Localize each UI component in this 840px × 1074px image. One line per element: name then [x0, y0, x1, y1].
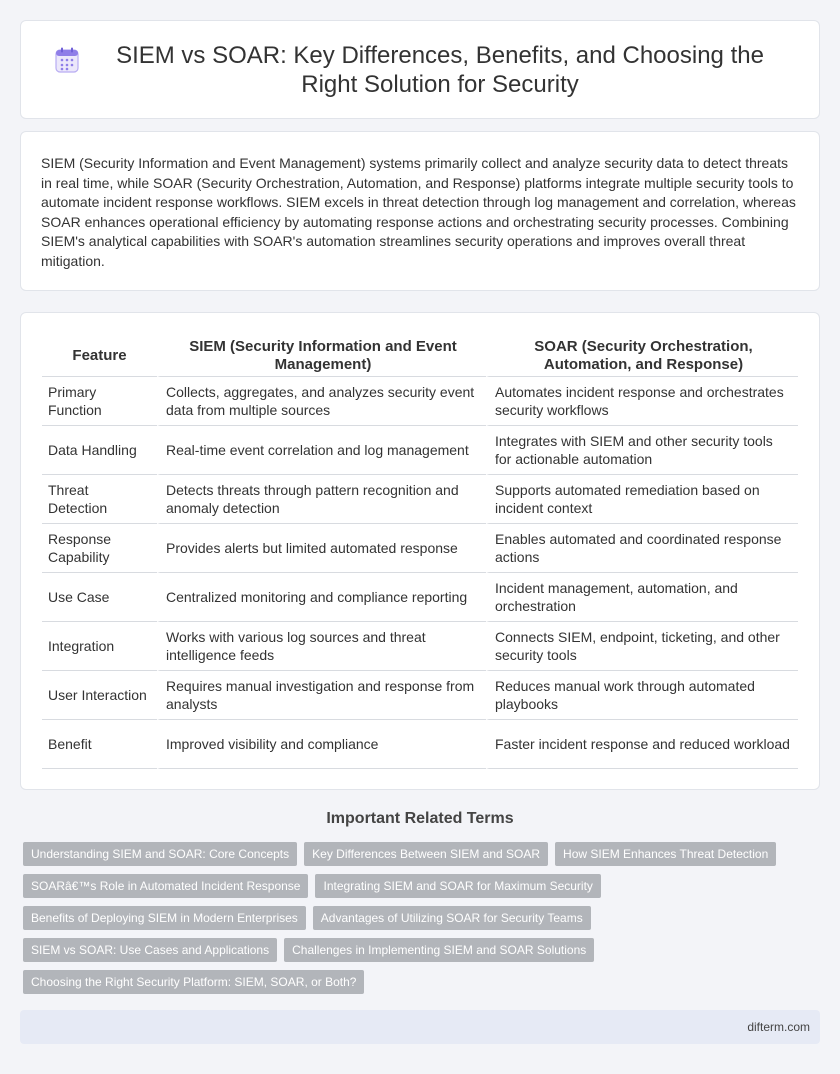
cell-feature: Integration — [42, 622, 157, 671]
cell-siem: Detects threats through pattern recognition and anomaly detection — [157, 475, 486, 524]
table-row — [42, 573, 798, 622]
cell-feature: Primary Function — [42, 377, 157, 426]
cell-soar: Enables automated and coordinated response actions — [486, 524, 798, 573]
related-term-link[interactable]: Benefits of Deploying SIEM in Modern Enterprises — [23, 906, 306, 930]
related-term-link[interactable]: SOARâ€™s Role in Automated Incident Response — [23, 874, 308, 898]
table-row — [42, 377, 798, 426]
comparison-card — [20, 312, 820, 790]
cell-feature: Data Handling — [42, 426, 157, 475]
table-row — [42, 524, 798, 573]
cell-siem: Improved visibility and compliance — [157, 720, 486, 769]
related-terms-title: Important Related Terms — [326, 810, 514, 827]
related-term-link[interactable]: Advantages of Utilizing SOAR for Security Teams — [313, 906, 591, 930]
cell-siem: Requires manual investigation and response from analysts — [157, 671, 486, 720]
comparison-table — [42, 335, 798, 769]
intro-card — [20, 131, 820, 291]
related-term-link[interactable]: Challenges in Implementing SIEM and SOAR Solutions — [284, 938, 594, 962]
related-term-link[interactable]: Understanding SIEM and SOAR: Core Concepts — [23, 842, 297, 866]
cell-soar: Incident management, automation, and orchestration — [486, 573, 798, 622]
header-siem: SIEM (Security Information and Event Management) — [157, 335, 486, 377]
table-row — [42, 475, 798, 524]
cell-feature: Threat Detection — [42, 475, 157, 524]
table-header-row — [42, 335, 798, 377]
header-feature: Feature — [42, 335, 157, 377]
page-title: SIEM vs SOAR: Key Differences, Benefits, and Choosing the Right Solution for Security — [116, 41, 764, 98]
related-terms-list — [23, 842, 813, 994]
intro-paragraph: SIEM (Security Information and Event Management) systems primarily collect and analyze security data to detect threats in real time, while SOAR (Security Orchestration, Automation, and Response) platforms integrate multiple security tools to automate incident response workflows. SIEM excels in threat detection through log management and correlation, whereas SOAR enhances operational efficiency by automating response actions and orchestrating security processes. Combining SIEM's analytical capabilities with SOAR's automation streamlines security operations and improves overall threat mitigation. — [41, 155, 796, 269]
footer-site-name[interactable]: difterm.com — [747, 1020, 810, 1034]
cell-soar: Faster incident response and reduced workload — [486, 720, 798, 769]
cell-feature: Benefit — [42, 720, 157, 769]
related-term-link[interactable]: SIEM vs SOAR: Use Cases and Applications — [23, 938, 277, 962]
cell-soar: Reduces manual work through automated playbooks — [486, 671, 798, 720]
cell-feature: User Interaction — [42, 671, 157, 720]
cell-siem: Real-time event correlation and log management — [157, 426, 486, 475]
cell-siem: Works with various log sources and threat intelligence feeds — [157, 622, 486, 671]
cell-siem: Provides alerts but limited automated response — [157, 524, 486, 573]
related-term-link[interactable]: Integrating SIEM and SOAR for Maximum Security — [315, 874, 600, 898]
cell-soar: Integrates with SIEM and other security tools for actionable automation — [486, 426, 798, 475]
table-row — [42, 622, 798, 671]
header-card — [20, 20, 820, 119]
cell-soar: Connects SIEM, endpoint, ticketing, and other security tools — [486, 622, 798, 671]
table-row — [42, 720, 798, 769]
cell-feature: Response Capability — [42, 524, 157, 573]
cell-feature: Use Case — [42, 573, 157, 622]
cell-soar: Automates incident response and orchestrates security workflows — [486, 377, 798, 426]
related-term-link[interactable]: Key Differences Between SIEM and SOAR — [304, 842, 548, 866]
header-soar: SOAR (Security Orchestration, Automation, and Response) — [486, 335, 798, 377]
footer — [20, 1010, 820, 1044]
cell-siem: Collects, aggregates, and analyzes security event data from multiple sources — [157, 377, 486, 426]
related-term-link[interactable]: Choosing the Right Security Platform: SIEM, SOAR, or Both? — [23, 970, 364, 994]
table-row — [42, 671, 798, 720]
cell-siem: Centralized monitoring and compliance reporting — [157, 573, 486, 622]
related-term-link[interactable]: How SIEM Enhances Threat Detection — [555, 842, 776, 866]
table-row — [42, 426, 798, 475]
cell-soar: Supports automated remediation based on incident context — [486, 475, 798, 524]
